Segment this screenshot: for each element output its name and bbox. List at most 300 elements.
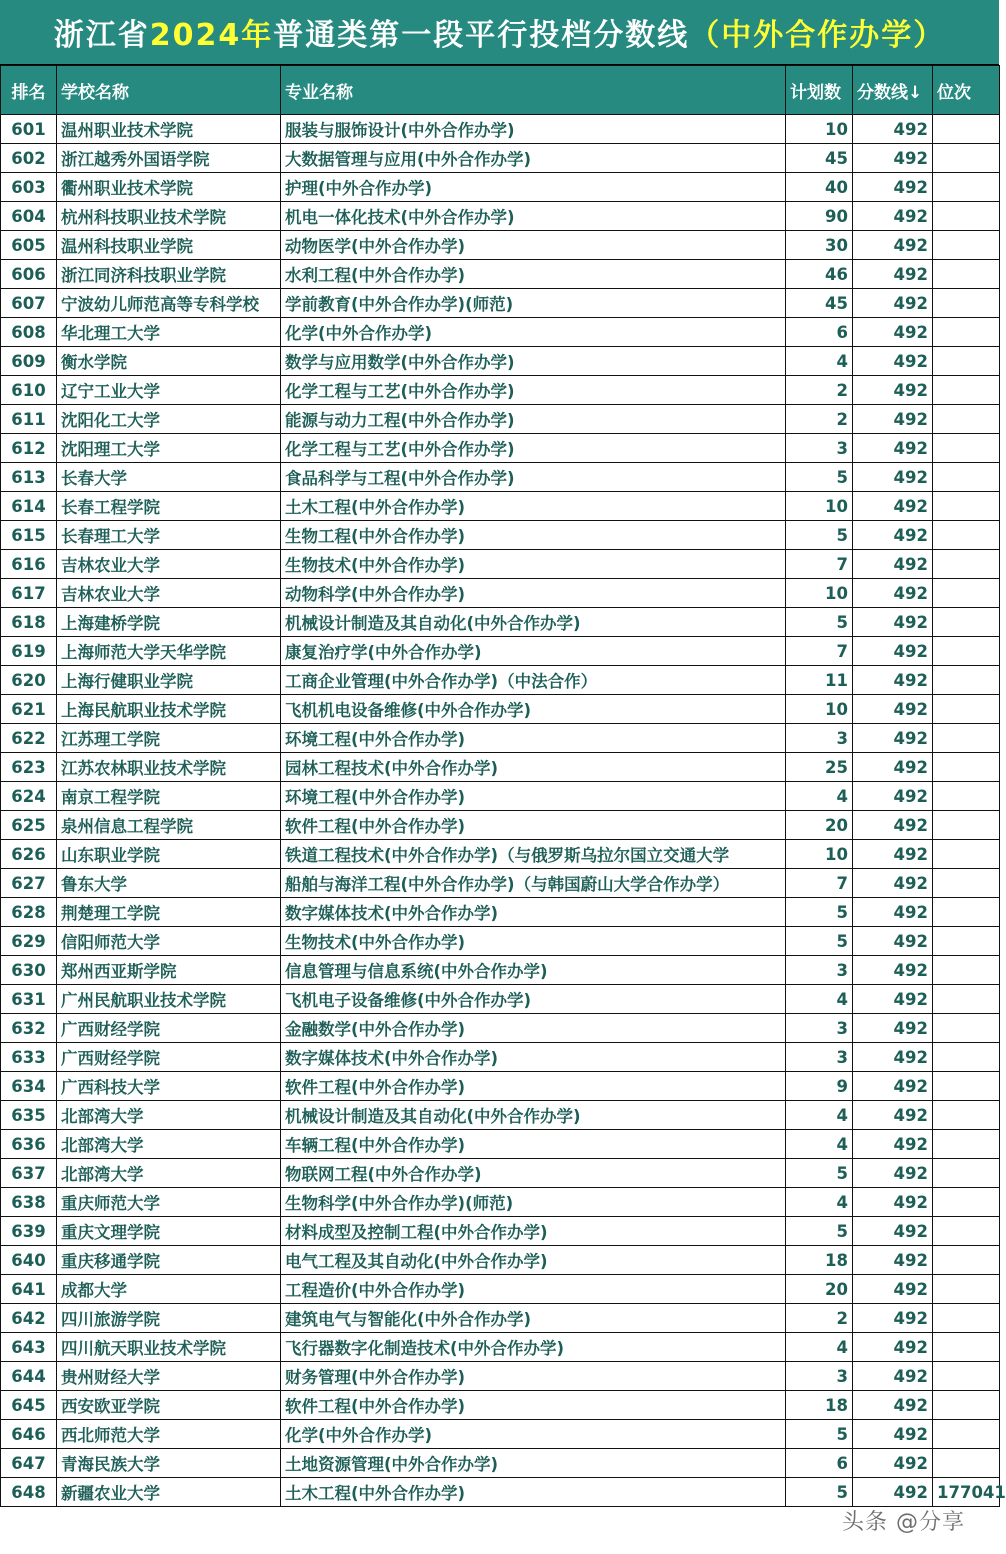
cell-school[interactable]: 荆楚理工学院 [57,898,281,927]
cell-rank[interactable]: 623 [1,753,57,782]
cell-school[interactable]: 上海师范大学天华学院 [57,637,281,666]
cell-score[interactable]: 492 [853,115,933,144]
cell-plan[interactable]: 4 [786,1188,853,1217]
cell-school[interactable]: 江苏农林职业技术学院 [57,753,281,782]
cell-position[interactable] [933,260,1000,289]
cell-score[interactable]: 492 [853,463,933,492]
cell-position[interactable] [933,1246,1000,1275]
cell-rank[interactable]: 614 [1,492,57,521]
cell-major[interactable]: 数字媒体技术(中外合作办学) [281,898,786,927]
cell-school[interactable]: 沈阳理工大学 [57,434,281,463]
cell-score[interactable]: 492 [853,1275,933,1304]
cell-school[interactable]: 重庆移通学院 [57,1246,281,1275]
cell-score[interactable]: 492 [853,666,933,695]
cell-school[interactable]: 温州科技职业学院 [57,231,281,260]
cell-position[interactable] [933,637,1000,666]
cell-rank[interactable]: 619 [1,637,57,666]
cell-rank[interactable]: 633 [1,1043,57,1072]
cell-score[interactable]: 492 [853,1246,933,1275]
cell-rank[interactable]: 632 [1,1014,57,1043]
cell-score[interactable]: 492 [853,1391,933,1420]
cell-position[interactable] [933,753,1000,782]
cell-position[interactable] [933,840,1000,869]
cell-school[interactable]: 杭州科技职业技术学院 [57,202,281,231]
cell-major[interactable]: 能源与动力工程(中外合作办学) [281,405,786,434]
cell-score[interactable]: 492 [853,202,933,231]
cell-position[interactable] [933,289,1000,318]
cell-major[interactable]: 食品科学与工程(中外合作办学) [281,463,786,492]
cell-school[interactable]: 衡水学院 [57,347,281,376]
cell-school[interactable]: 新疆农业大学 [57,1478,281,1507]
cell-plan[interactable]: 10 [786,492,853,521]
cell-major[interactable]: 生物技术(中外合作办学) [281,927,786,956]
cell-position[interactable] [933,1449,1000,1478]
cell-plan[interactable]: 2 [786,1304,853,1333]
cell-score[interactable]: 492 [853,173,933,202]
cell-score[interactable]: 492 [853,1304,933,1333]
cell-rank[interactable]: 612 [1,434,57,463]
cell-major[interactable]: 机电一体化技术(中外合作办学) [281,202,786,231]
cell-score[interactable]: 492 [853,724,933,753]
cell-school[interactable]: 泉州信息工程学院 [57,811,281,840]
cell-major[interactable]: 建筑电气与智能化(中外合作办学) [281,1304,786,1333]
cell-rank[interactable]: 622 [1,724,57,753]
cell-plan[interactable]: 5 [786,608,853,637]
cell-rank[interactable]: 608 [1,318,57,347]
cell-score[interactable]: 492 [853,695,933,724]
cell-rank[interactable]: 624 [1,782,57,811]
cell-rank[interactable]: 642 [1,1304,57,1333]
cell-score[interactable]: 492 [853,1449,933,1478]
cell-rank[interactable]: 640 [1,1246,57,1275]
cell-plan[interactable]: 40 [786,173,853,202]
cell-position[interactable] [933,463,1000,492]
cell-position[interactable] [933,1014,1000,1043]
cell-plan[interactable]: 25 [786,753,853,782]
cell-rank[interactable]: 616 [1,550,57,579]
cell-major[interactable]: 化学工程与工艺(中外合作办学) [281,376,786,405]
cell-score[interactable]: 492 [853,1420,933,1449]
cell-score[interactable]: 492 [853,434,933,463]
cell-score[interactable]: 492 [853,927,933,956]
cell-position[interactable] [933,1275,1000,1304]
cell-major[interactable]: 化学(中外合作办学) [281,318,786,347]
cell-score[interactable]: 492 [853,550,933,579]
cell-position[interactable] [933,231,1000,260]
cell-position[interactable] [933,550,1000,579]
cell-score[interactable]: 492 [853,492,933,521]
cell-major[interactable]: 船舶与海洋工程(中外合作办学)（与韩国蔚山大学合作办学） [281,869,786,898]
cell-score[interactable]: 492 [853,1217,933,1246]
cell-position[interactable] [933,1217,1000,1246]
cell-position[interactable] [933,1304,1000,1333]
cell-score[interactable]: 492 [853,579,933,608]
cell-school[interactable]: 江苏理工学院 [57,724,281,753]
cell-school[interactable]: 重庆文理学院 [57,1217,281,1246]
cell-school[interactable]: 广州民航职业技术学院 [57,985,281,1014]
cell-plan[interactable]: 7 [786,869,853,898]
header-plan[interactable]: 计划数 [786,66,853,115]
cell-major[interactable]: 铁道工程技术(中外合作办学)（与俄罗斯乌拉尔国立交通大学 [281,840,786,869]
cell-rank[interactable]: 635 [1,1101,57,1130]
cell-major[interactable]: 学前教育(中外合作办学)(师范) [281,289,786,318]
table-row [1,231,1000,260]
cell-major[interactable]: 机械设计制造及其自动化(中外合作办学) [281,1101,786,1130]
cell-plan[interactable]: 20 [786,1275,853,1304]
cell-plan[interactable]: 4 [786,1101,853,1130]
cell-rank[interactable]: 628 [1,898,57,927]
cell-rank[interactable]: 627 [1,869,57,898]
cell-position[interactable] [933,1043,1000,1072]
cell-rank[interactable]: 607 [1,289,57,318]
cell-school[interactable]: 北部湾大学 [57,1159,281,1188]
cell-school[interactable]: 山东职业学院 [57,840,281,869]
cell-school[interactable]: 郑州西亚斯学院 [57,956,281,985]
cell-rank[interactable]: 636 [1,1130,57,1159]
cell-rank[interactable]: 621 [1,695,57,724]
cell-school[interactable]: 沈阳化工大学 [57,405,281,434]
cell-school[interactable]: 青海民族大学 [57,1449,281,1478]
cell-plan[interactable]: 3 [786,724,853,753]
cell-rank[interactable]: 609 [1,347,57,376]
cell-school[interactable]: 上海行健职业学院 [57,666,281,695]
cell-school[interactable]: 广西科技大学 [57,1072,281,1101]
cell-rank[interactable]: 643 [1,1333,57,1362]
cell-plan[interactable]: 3 [786,1014,853,1043]
cell-plan[interactable]: 10 [786,840,853,869]
cell-plan[interactable]: 4 [786,1130,853,1159]
cell-position[interactable] [933,1101,1000,1130]
cell-score[interactable]: 492 [853,637,933,666]
cell-major[interactable]: 飞机机电设备维修(中外合作办学) [281,695,786,724]
cell-school[interactable]: 重庆师范大学 [57,1188,281,1217]
cell-position[interactable] [933,347,1000,376]
cell-school[interactable]: 长春工程学院 [57,492,281,521]
cell-position[interactable] [933,782,1000,811]
cell-major[interactable]: 车辆工程(中外合作办学) [281,1130,786,1159]
cell-position[interactable] [933,405,1000,434]
cell-position[interactable] [933,869,1000,898]
cell-plan[interactable]: 7 [786,637,853,666]
cell-major[interactable]: 土木工程(中外合作办学) [281,1478,786,1507]
cell-school[interactable]: 温州职业技术学院 [57,115,281,144]
cell-score[interactable]: 492 [853,144,933,173]
cell-school[interactable]: 广西财经学院 [57,1014,281,1043]
cell-score[interactable]: 492 [853,405,933,434]
cell-plan[interactable]: 5 [786,927,853,956]
cell-major[interactable]: 信息管理与信息系统(中外合作办学) [281,956,786,985]
cell-major[interactable]: 园林工程技术(中外合作办学) [281,753,786,782]
cell-school[interactable]: 信阳师范大学 [57,927,281,956]
cell-major[interactable]: 电气工程及其自动化(中外合作办学) [281,1246,786,1275]
cell-score[interactable]: 492 [853,956,933,985]
cell-school[interactable]: 吉林农业大学 [57,550,281,579]
cell-rank[interactable]: 646 [1,1420,57,1449]
cell-plan[interactable]: 7 [786,550,853,579]
cell-school[interactable]: 北部湾大学 [57,1130,281,1159]
cell-major[interactable]: 机械设计制造及其自动化(中外合作办学) [281,608,786,637]
cell-rank[interactable]: 625 [1,811,57,840]
cell-school[interactable]: 浙江越秀外国语学院 [57,144,281,173]
cell-position[interactable] [933,579,1000,608]
watermark: 头条 @分享 [842,1510,965,1535]
cell-major[interactable]: 生物工程(中外合作办学) [281,521,786,550]
cell-rank[interactable]: 648 [1,1478,57,1507]
cell-score[interactable]: 492 [853,1014,933,1043]
cell-rank[interactable]: 645 [1,1391,57,1420]
cell-score[interactable]: 492 [853,1333,933,1362]
header-rank[interactable]: 排名 [1,66,57,115]
cell-plan[interactable]: 4 [786,985,853,1014]
cell-plan[interactable]: 5 [786,898,853,927]
cell-plan[interactable]: 5 [786,1478,853,1507]
cell-school[interactable]: 长春大学 [57,463,281,492]
header-position[interactable]: 位次 [933,66,1000,115]
cell-position[interactable] [933,1072,1000,1101]
cell-score[interactable]: 492 [853,898,933,927]
cell-plan[interactable]: 18 [786,1391,853,1420]
cell-school[interactable]: 四川航天职业技术学院 [57,1333,281,1362]
cell-major[interactable]: 软件工程(中外合作办学) [281,811,786,840]
cell-school[interactable]: 上海民航职业技术学院 [57,695,281,724]
cell-major[interactable]: 数学与应用数学(中外合作办学) [281,347,786,376]
cell-plan[interactable]: 90 [786,202,853,231]
cell-major[interactable]: 生物技术(中外合作办学) [281,550,786,579]
cell-rank[interactable]: 611 [1,405,57,434]
cell-major[interactable]: 康复治疗学(中外合作办学) [281,637,786,666]
cell-rank[interactable]: 620 [1,666,57,695]
cell-score[interactable]: 492 [853,521,933,550]
cell-major[interactable]: 工程造价(中外合作办学) [281,1275,786,1304]
cell-plan[interactable]: 5 [786,463,853,492]
cell-score[interactable]: 492 [853,811,933,840]
cell-rank[interactable]: 630 [1,956,57,985]
cell-plan[interactable]: 46 [786,260,853,289]
cell-school[interactable]: 衢州职业技术学院 [57,173,281,202]
cell-school[interactable]: 西北师范大学 [57,1420,281,1449]
cell-rank[interactable]: 637 [1,1159,57,1188]
header-major[interactable]: 专业名称 [281,66,786,115]
cell-score[interactable]: 492 [853,869,933,898]
cell-plan[interactable]: 6 [786,1449,853,1478]
cell-major[interactable]: 软件工程(中外合作办学) [281,1391,786,1420]
cell-major[interactable]: 财务管理(中外合作办学) [281,1362,786,1391]
cell-plan[interactable]: 5 [786,1420,853,1449]
cell-school[interactable]: 浙江同济科技职业学院 [57,260,281,289]
cell-position[interactable]: 177041 [933,1478,1000,1507]
cell-position[interactable] [933,811,1000,840]
cell-score[interactable]: 492 [853,1130,933,1159]
cell-plan[interactable]: 3 [786,1362,853,1391]
cell-score[interactable]: 492 [853,985,933,1014]
cell-school[interactable]: 长春理工大学 [57,521,281,550]
cell-major[interactable]: 动物医学(中外合作办学) [281,231,786,260]
cell-school[interactable]: 鲁东大学 [57,869,281,898]
cell-plan[interactable]: 4 [786,1333,853,1362]
cell-rank[interactable]: 617 [1,579,57,608]
cell-major[interactable]: 软件工程(中外合作办学) [281,1072,786,1101]
cell-major[interactable]: 化学工程与工艺(中外合作办学) [281,434,786,463]
cell-position[interactable] [933,898,1000,927]
cell-position[interactable] [933,1188,1000,1217]
cell-rank[interactable]: 604 [1,202,57,231]
cell-rank[interactable]: 603 [1,173,57,202]
cell-plan[interactable]: 5 [786,1217,853,1246]
cell-position[interactable] [933,1391,1000,1420]
cell-position[interactable] [933,318,1000,347]
cell-rank[interactable]: 639 [1,1217,57,1246]
cell-major[interactable]: 护理(中外合作办学) [281,173,786,202]
table-row [1,695,1000,724]
cell-position[interactable] [933,144,1000,173]
cell-major[interactable]: 飞机电子设备维修(中外合作办学) [281,985,786,1014]
cell-plan[interactable]: 2 [786,405,853,434]
cell-score[interactable]: 492 [853,1043,933,1072]
cell-position[interactable] [933,1420,1000,1449]
cell-major[interactable]: 工商企业管理(中外合作办学)（中法合作） [281,666,786,695]
cell-position[interactable] [933,608,1000,637]
cell-plan[interactable]: 10 [786,695,853,724]
cell-major[interactable]: 水利工程(中外合作办学) [281,260,786,289]
cell-major[interactable]: 物联网工程(中外合作办学) [281,1159,786,1188]
cell-school[interactable]: 四川旅游学院 [57,1304,281,1333]
cell-major[interactable]: 动物科学(中外合作办学) [281,579,786,608]
cell-major[interactable]: 土木工程(中外合作办学) [281,492,786,521]
cell-score[interactable]: 492 [853,753,933,782]
cell-position[interactable] [933,202,1000,231]
cell-plan[interactable]: 10 [786,115,853,144]
cell-position[interactable] [933,1159,1000,1188]
cell-plan[interactable]: 45 [786,289,853,318]
cell-plan[interactable]: 45 [786,144,853,173]
cell-plan[interactable]: 9 [786,1072,853,1101]
table-row [1,1217,1000,1246]
cell-plan[interactable]: 3 [786,434,853,463]
cell-score[interactable]: 492 [853,318,933,347]
cell-score[interactable]: 492 [853,840,933,869]
table-row [1,666,1000,695]
cell-rank[interactable]: 618 [1,608,57,637]
cell-major[interactable]: 金融数学(中外合作办学) [281,1014,786,1043]
header-score[interactable]: 分数线↓ [853,66,933,115]
cell-school[interactable]: 成都大学 [57,1275,281,1304]
cell-plan[interactable]: 18 [786,1246,853,1275]
cell-plan[interactable]: 20 [786,811,853,840]
cell-rank[interactable]: 626 [1,840,57,869]
cell-score[interactable]: 492 [853,231,933,260]
cell-school[interactable]: 华北理工大学 [57,318,281,347]
cell-plan[interactable]: 10 [786,579,853,608]
cell-score[interactable]: 492 [853,1478,933,1507]
cell-school[interactable]: 上海建桥学院 [57,608,281,637]
cell-plan[interactable]: 5 [786,521,853,550]
cell-school[interactable]: 辽宁工业大学 [57,376,281,405]
cell-score[interactable]: 492 [853,376,933,405]
cell-score[interactable]: 492 [853,347,933,376]
cell-position[interactable] [933,1333,1000,1362]
cell-position[interactable] [933,985,1000,1014]
cell-score[interactable]: 492 [853,782,933,811]
cell-position[interactable] [933,666,1000,695]
cell-rank[interactable]: 641 [1,1275,57,1304]
cell-rank[interactable]: 638 [1,1188,57,1217]
cell-school[interactable]: 南京工程学院 [57,782,281,811]
cell-rank[interactable]: 601 [1,115,57,144]
cell-rank[interactable]: 647 [1,1449,57,1478]
cell-score[interactable]: 492 [853,289,933,318]
cell-position[interactable] [933,173,1000,202]
cell-major[interactable]: 生物科学(中外合作办学)(师范) [281,1188,786,1217]
cell-plan[interactable]: 2 [786,376,853,405]
cell-major[interactable]: 服装与服饰设计(中外合作办学) [281,115,786,144]
cell-score[interactable]: 492 [853,1188,933,1217]
cell-position[interactable] [933,434,1000,463]
cell-major[interactable]: 材料成型及控制工程(中外合作办学) [281,1217,786,1246]
cell-rank[interactable]: 615 [1,521,57,550]
cell-school[interactable]: 宁波幼儿师范高等专科学校 [57,289,281,318]
table-row [1,927,1000,956]
cell-score[interactable]: 492 [853,1159,933,1188]
cell-rank[interactable]: 634 [1,1072,57,1101]
cell-school[interactable]: 北部湾大学 [57,1101,281,1130]
cell-score[interactable]: 492 [853,1101,933,1130]
cell-position[interactable] [933,115,1000,144]
cell-position[interactable] [933,695,1000,724]
cell-score[interactable]: 492 [853,1362,933,1391]
cell-plan[interactable]: 11 [786,666,853,695]
cell-major[interactable]: 环境工程(中外合作办学) [281,724,786,753]
cell-rank[interactable]: 629 [1,927,57,956]
cell-position[interactable] [933,376,1000,405]
cell-score[interactable]: 492 [853,260,933,289]
cell-plan[interactable]: 30 [786,231,853,260]
cell-school[interactable]: 西安欧亚学院 [57,1391,281,1420]
cell-major[interactable]: 化学(中外合作办学) [281,1420,786,1449]
cell-score[interactable]: 492 [853,608,933,637]
cell-position[interactable] [933,724,1000,753]
cell-rank[interactable]: 602 [1,144,57,173]
cell-rank[interactable]: 631 [1,985,57,1014]
cell-rank[interactable]: 606 [1,260,57,289]
cell-major[interactable]: 飞行器数字化制造技术(中外合作办学) [281,1333,786,1362]
cell-plan[interactable]: 4 [786,782,853,811]
cell-rank[interactable]: 644 [1,1362,57,1391]
cell-plan[interactable]: 5 [786,1159,853,1188]
cell-school[interactable]: 贵州财经大学 [57,1362,281,1391]
cell-position[interactable] [933,1362,1000,1391]
cell-plan[interactable]: 3 [786,1043,853,1072]
cell-rank[interactable]: 613 [1,463,57,492]
cell-position[interactable] [933,521,1000,550]
cell-position[interactable] [933,927,1000,956]
cell-plan[interactable]: 3 [786,956,853,985]
cell-position[interactable] [933,1130,1000,1159]
cell-plan[interactable]: 6 [786,318,853,347]
cell-school[interactable]: 广西财经学院 [57,1043,281,1072]
cell-school[interactable]: 吉林农业大学 [57,579,281,608]
header-school[interactable]: 学校名称 [57,66,281,115]
cell-position[interactable] [933,492,1000,521]
cell-rank[interactable]: 610 [1,376,57,405]
cell-major[interactable]: 大数据管理与应用(中外合作办学) [281,144,786,173]
cell-plan[interactable]: 4 [786,347,853,376]
cell-major[interactable]: 数字媒体技术(中外合作办学) [281,1043,786,1072]
cell-score[interactable]: 492 [853,1072,933,1101]
cell-position[interactable] [933,956,1000,985]
cell-major[interactable]: 环境工程(中外合作办学) [281,782,786,811]
cell-rank[interactable]: 605 [1,231,57,260]
cell-major[interactable]: 土地资源管理(中外合作办学) [281,1449,786,1478]
